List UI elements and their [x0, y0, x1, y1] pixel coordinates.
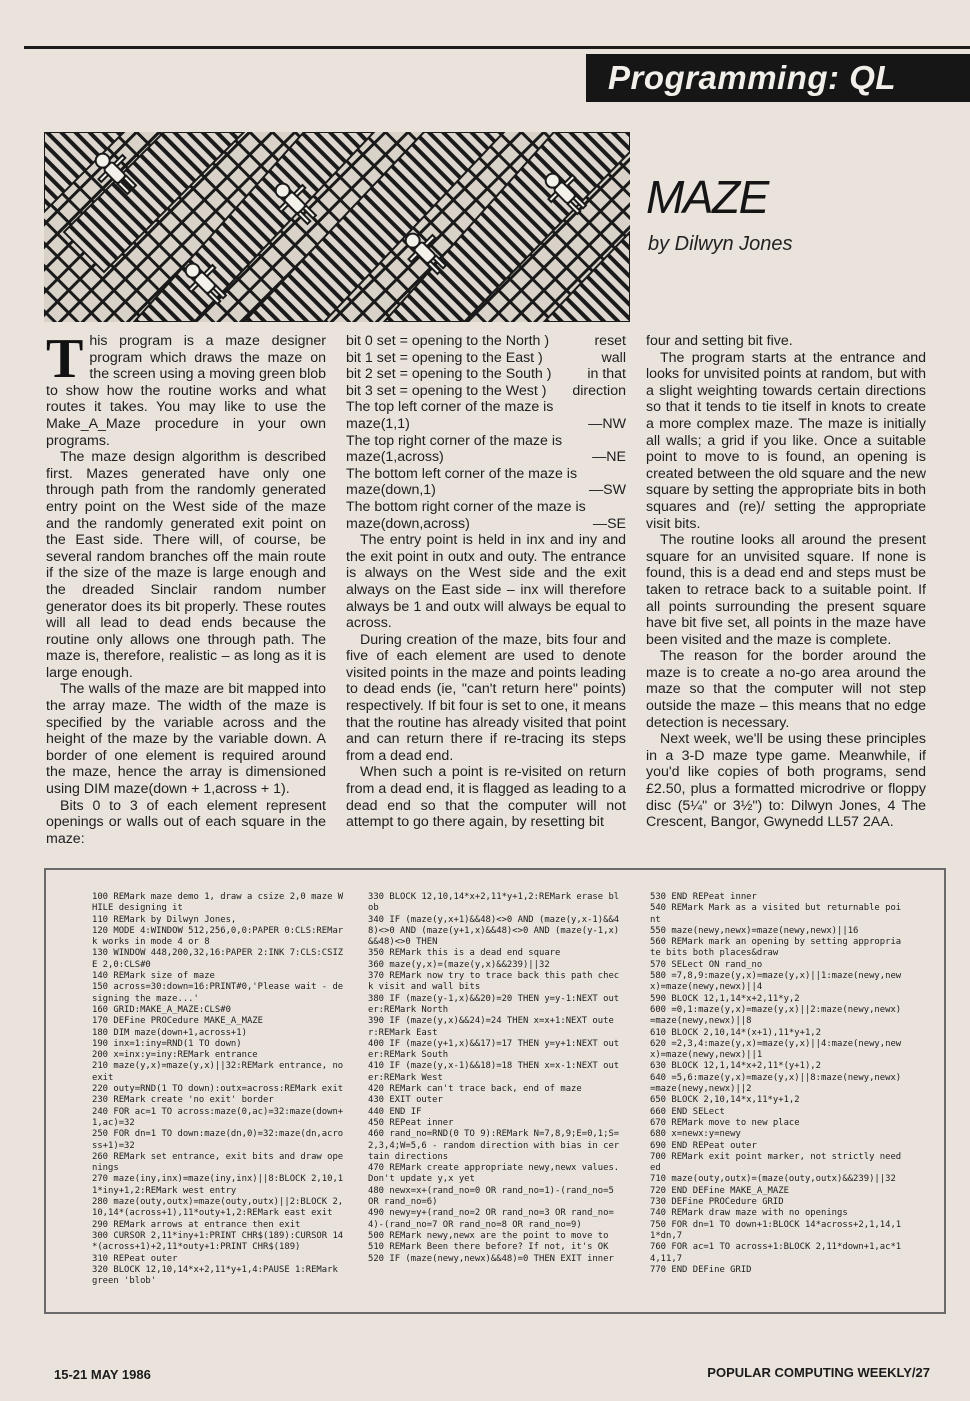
code-line: 560 REMark mark an opening by setting appropriate bits both places&draw — [650, 937, 902, 959]
code-line: 590 BLOCK 12,1,14*x+2,11*y,2 — [650, 993, 800, 1004]
code-line: 470 REMark create appropriate newy,newx values.Don't update y,x yet — [368, 1163, 620, 1185]
maze-illustration — [44, 132, 630, 322]
code-line: 330 BLOCK 12,10,14*x+2,11*y+1,2:REMark erase blob — [368, 892, 620, 914]
code-line: 400 IF (maze(y+1,x)&&17)=17 THEN y=y+1:NEXT outer:REMark South — [368, 1038, 620, 1061]
code-line: 390 IF (maze(y,x)&&24)=24 THEN x=x+1:NEXT outer:REMark East — [368, 1016, 614, 1038]
code-line: 180 DIM maze(down+1,across+1) — [92, 1027, 247, 1038]
corner-row — [346, 482, 626, 499]
bit-note: in that — [587, 366, 626, 383]
code-line: 100 REMark maze demo 1, draw a csize 2,0 maze WHILE designing it — [92, 892, 344, 914]
bit-row — [346, 383, 626, 400]
paragraph: Bits 0 to 3 of each element represent openings or walls out of each square in the maze: — [46, 797, 326, 847]
code-line: 650 BLOCK 2,10,14*x,11*y+1,2 — [650, 1095, 800, 1106]
intro-paragraph — [46, 328, 326, 449]
code-line: 460 rand_no=RND(0 TO 9):REMark N=7,8,9;E=0,1;S=2,3,4;W=5,6 - random direction with bias in certain directions — [368, 1129, 620, 1162]
article-column-3 — [646, 333, 926, 831]
corner-line: The bottom left corner of the maze is — [346, 465, 578, 482]
code-line: 220 outy=RND(1 TO down):outx=across:REMark exit — [92, 1084, 344, 1095]
publication-page: POPULAR COMPUTING WEEKLY/27 — [707, 1365, 930, 1380]
article-byline: by Dilwyn Jones — [648, 233, 793, 255]
code-line: 290 REMark arrows at entrance then exit — [92, 1219, 301, 1230]
paragraph: The program starts at the entrance and looks for unvisited points at random, but with a slight weighting towards certain directions so that it tends to tie itself in knots to create a more complex maze. The maze is initially all walls; a grid if you like. Once a suitable point to move to is found, an opening is created between the old square and the new square by setting the appropriate bits in both squares and (re)/ setting the appropriate visit bits. — [646, 349, 927, 532]
paragraph: The walls of the maze are bit mapped into the array maze. The width of the maze is specified by the variable across and the height of the maze by the variable down. A border of one element is required around the maze, hence the array is dimensioned using DIM maze(down + 1,across + 1). — [46, 681, 326, 798]
code-line: 450 REPeat inner — [368, 1117, 454, 1128]
article-column-2 — [346, 333, 626, 831]
code-line: 660 END SELect — [650, 1106, 725, 1117]
corner-tag: —SW — [588, 482, 626, 499]
corner-tag: —NW — [588, 415, 626, 432]
code-line: 760 FOR ac=1 TO across+1:BLOCK 2,11*down+1,ac*14,11,7 — [650, 1242, 902, 1264]
paragraph: four and setting bit five. — [646, 333, 793, 349]
code-line: 610 BLOCK 2,10,14*(x+1),11*y+1,2 — [650, 1027, 821, 1038]
code-line: 580 =7,8,9:maze(y,x)=maze(y,x)||1:maze(newy,newx)=maze(newy,newx)||4 — [650, 971, 902, 993]
drop-cap: T — [46, 328, 84, 390]
code-line: 750 FOR dn=1 TO down+1:BLOCK 14*across+2,1,14,11*dn,7 — [650, 1219, 902, 1241]
program-listing — [44, 868, 946, 1314]
code-line: 240 FOR ac=1 TO across:maze(0,ac)=32:maze(down+1,ac)=32 — [92, 1106, 344, 1128]
corner-ref: maze(1,across) — [346, 449, 444, 466]
article-title: MAZE — [646, 171, 768, 223]
code-line: 190 inx=1:iny=RND(1 TO down) — [92, 1038, 242, 1049]
code-line: 700 REMark exit point marker, not strictly needed — [650, 1151, 902, 1174]
code-line: 260 REMark set entrance, exit bits and draw openings — [92, 1151, 344, 1174]
paragraph: When such a point is re-visited on return from a dead end, it is flagged as leading to a dead end so that the computer will not attempt to go there again, by resetting bit — [346, 764, 626, 831]
code-line: 110 REMark by Dilwyn Jones, — [92, 914, 237, 925]
code-line: 310 REPeat outer — [92, 1253, 178, 1264]
paragraph: The entry point is held in inx and iny and the exit point in outx and outy. The entrance is always on the West side and the exit always on the East side – inx will therefore always be 1 and outx will always be equal to across. — [346, 532, 626, 632]
header-rule — [24, 46, 970, 49]
article-column-1 — [46, 328, 326, 847]
code-line: 620 =2,3,4:maze(y,x)=maze(y,x)||4:maze(newy,newx)=maze(newy,newx)||1 — [650, 1038, 902, 1061]
code-line: 550 maze(newy,newx)=maze(newy,newx)||16 — [650, 925, 859, 936]
code-line: 380 IF (maze(y-1,x)&&20)=20 THEN y=y-1:NEXT outer:REMark North — [368, 993, 620, 1015]
bit-row — [346, 333, 626, 350]
intro-text: his program is a maze designer program which draws the maze on the screen using a moving green blob to show how the routine works and what routes it takes. You may like to use the Make_A_Maze procedure in your own programs. — [46, 333, 326, 449]
code-line: 670 REMark move to new place — [650, 1117, 800, 1128]
corner-line: The top right corner of the maze is — [346, 432, 563, 449]
code-line: 280 maze(outy,outx)=maze(outy,outx)||2:BLOCK 2,10,14*(across+1),11*outy+1,2:REMark east exit — [92, 1197, 344, 1219]
code-line: 520 IF (maze(newy,newx)&&48)=0 THEN EXIT inner — [368, 1253, 614, 1264]
code-line: 640 =5,6:maze(y,x)=maze(y,x)||8:maze(newy,newx)=maze(newy,newx)||2 — [650, 1072, 902, 1095]
code-line: 600 =0,1:maze(y,x)=maze(y,x)||2:maze(newy,newx)=maze(newy,newx)||8 — [650, 1004, 902, 1027]
corner-row — [346, 416, 626, 433]
code-line: 370 REMark now try to trace back this path check visit and wall bits — [368, 971, 620, 993]
code-line: 770 END DEFine GRID — [650, 1264, 752, 1275]
corner-line: The top left corner of the maze is — [346, 399, 554, 416]
paragraph: The reason for the border around the maze is to create a no-go area around the maze so that the computer will not step outside the maze – this means that no edge detection is necessary. — [646, 648, 926, 731]
bit-text: bit 3 set = opening to the West ) — [346, 382, 547, 399]
code-line: 320 BLOCK 12,10,14*x+2,11*y+1,4:PAUSE 1:REMark green 'blob' — [92, 1264, 338, 1287]
bit-note: reset — [594, 333, 626, 349]
code-line: 300 CURSOR 2,11*iny+1:PRINT CHR$(189):CURSOR 14*(across+1)+2,11*outy+1:PRINT CHR$(189) — [92, 1230, 344, 1253]
code-line: 140 REMark size of maze — [92, 971, 215, 982]
code-line: 680 x=newx:y=newy — [650, 1129, 741, 1140]
corner-ref: maze(1,1) — [346, 415, 410, 432]
code-line: 740 REMark draw maze with no openings — [650, 1208, 848, 1219]
listing-column-3 — [650, 892, 902, 1276]
bit-text: bit 1 set = opening to the East ) — [346, 349, 543, 366]
code-line: 340 IF (maze(y,x+1)&&48)<>0 AND (maze(y,x-1)&&48)<>0 AND (maze(y+1,x)&&48)<>0 AND (maze(y-1,x)&&48)<>0 THEN — [368, 914, 620, 948]
code-line: 530 END REPeat inner — [650, 892, 757, 902]
code-line: 410 IF (maze(y,x-1)&&18)=18 THEN x=x-1:NEXT outer:REMark West — [368, 1061, 620, 1083]
corner-tag: —SE — [592, 515, 626, 532]
section-banner: Programming: QL — [586, 54, 970, 102]
code-line: 350 REMark this is a dead end square — [368, 948, 561, 959]
corner-row — [346, 449, 626, 466]
code-line: 360 maze(y,x)=(maze(y,x)&&239)||32 — [368, 959, 550, 970]
paragraph: The maze design algorithm is described first. Mazes generated have only one through path from the randomly generated entry point on the West side of the maze and the randomly generated exit point on the East side. There will, of course, be several random branches off the main route if the size of the maze is large enough and the dreaded Sinclair random number generator does its bit properly. These routes will all lead to dead ends because the routine only allows one through path. The maze is, therefore, realistic – as long as it is large enough. — [46, 449, 326, 681]
code-line: 270 maze(iny,inx)=maze(iny,inx)||8:BLOCK 2,10,11*iny+1,2:REMark west entry — [92, 1174, 344, 1196]
bit-note: direction — [572, 382, 626, 399]
code-line: 130 WINDOW 448,200,32,16:PAPER 2:INK 7:CLS:CSIZE 2,0:CLS#0 — [92, 948, 344, 970]
code-line: 510 REMark Been there before? If not, it's OK — [368, 1242, 609, 1253]
corner-row — [346, 516, 626, 533]
bit-row — [346, 350, 626, 367]
code-line: 120 MODE 4:WINDOW 512,256,0,0:PAPER 0:CLS:REMark works in mode 4 or 8 — [92, 925, 344, 948]
bit-note: wall — [601, 349, 626, 366]
listing-column-2 — [368, 892, 620, 1265]
code-line: 630 BLOCK 12,1,14*x+2,11*(y+1),2 — [650, 1061, 821, 1072]
code-line: 250 FOR dn=1 TO down:maze(dn,0)=32:maze(dn,across+1)=32 — [92, 1129, 344, 1151]
code-line: 480 newx=x+(rand_no=0 OR rand_no=1)-(rand_no=5 OR rand_no=6) — [368, 1185, 614, 1208]
corner-tag: —NE — [592, 449, 626, 466]
code-line: 430 EXIT outer — [368, 1095, 443, 1106]
corner-line: The bottom right corner of the maze is — [346, 498, 586, 515]
code-line: 540 REMark Mark as a visited but returnable point — [650, 903, 902, 925]
code-line: 500 REMark newy,newx are the point to move to — [368, 1230, 609, 1241]
paragraph: Next week, we'll be using these principles in a 3-D maze type game. Meanwhile, if you'd like copies of both programs, send £2.50, plus a formatted microdrive or floppy disc (5¼" or 3½") to: Dilwyn Jones, 4 The Crescent, Bangor, Gwynedd LL57 2AA. — [646, 731, 926, 831]
code-line: 200 x=inx:y=iny:REMark entrance — [92, 1050, 258, 1061]
code-line: 690 END REPeat outer — [650, 1140, 757, 1151]
paragraph: During creation of the maze, bits four and five of each element are used to denote visited points in the maze and points leading to dead ends (ie, "can't return here" points) respectively. If bit four is set to one, it means that the routine has already visited that point and can return there if re-tracing its steps from a dead end. — [346, 631, 626, 764]
code-line: 720 END DEFine MAKE_A_MAZE — [650, 1185, 789, 1196]
code-line: 730 DEFine PROCedure GRID — [650, 1197, 784, 1208]
code-line: 150 across=30:down=16:PRINT#0,'Please wait - designing the maze...' — [92, 982, 344, 1004]
code-line: 420 REMark can't trace back, end of maze — [368, 1084, 582, 1095]
code-line: 490 newy=y+(rand_no=2 OR rand_no=3 OR rand_no=4)-(rand_no=7 OR rand_no=8 OR rand_no=9) — [368, 1208, 614, 1230]
corner-ref: maze(down,1) — [346, 482, 436, 499]
paragraph: The routine looks all around the present square for an unvisited square. If none is found, this is a dead end and steps must be taken to retrace back to a suitable point. If all points surrounding the present square have bit five set, all points in the maze have been visited and the maze is complete. — [646, 532, 926, 648]
listing-column-1 — [92, 892, 344, 1287]
code-line: 570 SELect ON rand_no — [650, 959, 763, 970]
issue-date: 15-21 MAY 1986 — [54, 1367, 151, 1382]
code-line: 230 REMark create 'no exit' border — [92, 1095, 274, 1106]
bit-row — [346, 366, 626, 383]
code-line: 160 GRID:MAKE_A_MAZE:CLS#0 — [92, 1004, 231, 1015]
bit-text: bit 0 set = opening to the North ) — [346, 333, 550, 349]
code-line: 440 END IF — [368, 1106, 422, 1117]
code-line: 170 DEFine PROCedure MAKE_A_MAZE — [92, 1016, 263, 1027]
bit-text: bit 2 set = opening to the South ) — [346, 366, 552, 383]
corner-ref: maze(down,across) — [346, 515, 470, 532]
code-line: 710 maze(outy,outx)=(maze(outy,outx)&&239)||32 — [650, 1174, 896, 1185]
code-line: 210 maze(y,x)=maze(y,x)||32:REMark entrance, no exit — [92, 1061, 344, 1083]
